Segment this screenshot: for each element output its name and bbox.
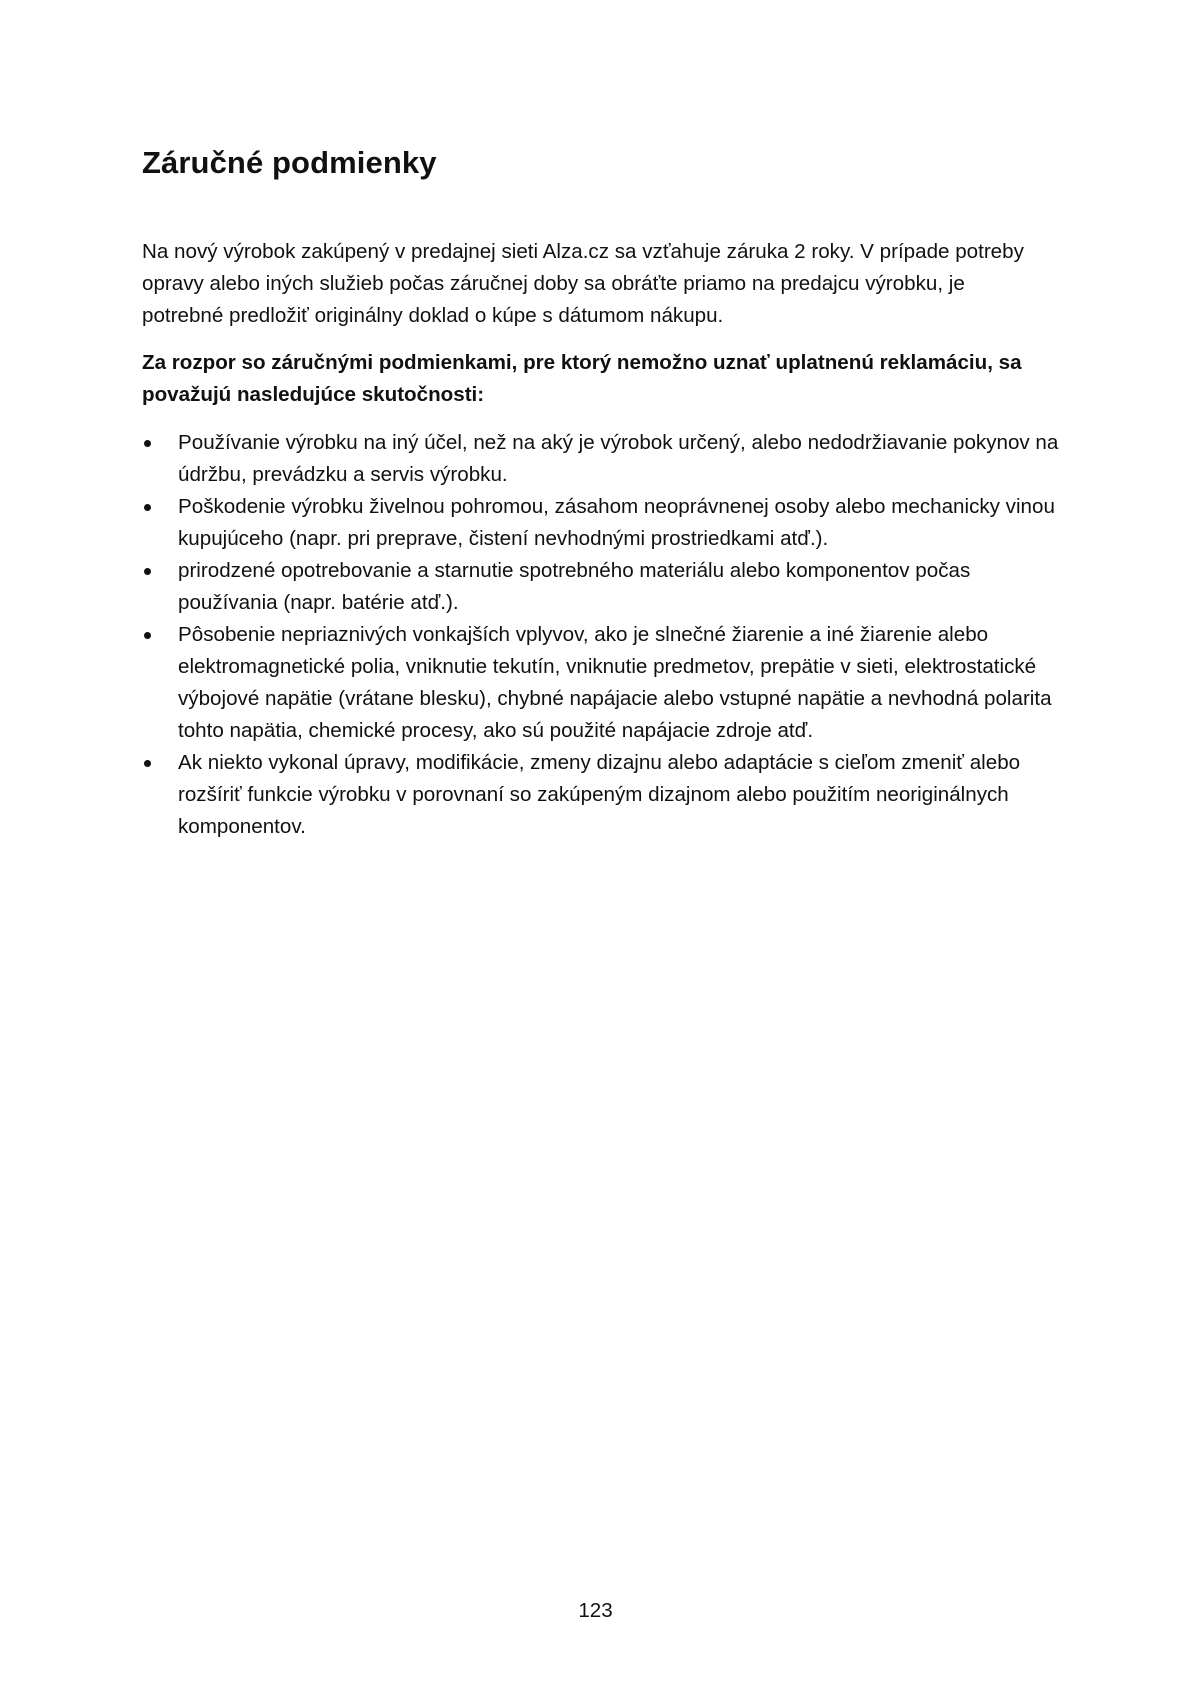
list-item <box>142 747 1062 843</box>
list-item <box>142 491 1062 555</box>
list-item-text: Používanie výrobku na iný účel, než na aký je výrobok určený, alebo nedodržiavanie pokynov na údržbu, prevádzku a servis výrobku. <box>178 431 1059 486</box>
exclusions-list <box>142 427 1062 843</box>
bullet-icon <box>144 568 151 575</box>
warranty-exclusions-heading: Za rozpor so záručnými podmienkami, pre ktorý nemožno uznať uplatnenú reklamáciu, sa považujú nasledujúce skutočnosti: <box>142 351 1022 406</box>
bullet-icon <box>144 440 151 447</box>
bullet-icon <box>144 632 151 639</box>
bullet-icon <box>144 760 151 767</box>
list-item-text: Ak niekto vykonal úpravy, modifikácie, zmeny dizajnu alebo adaptácie s cieľom zmeniť alebo rozšíriť funkcie výrobku v porovnaní so zakúpeným dizajnom alebo použitím neoriginálnych komponentov. <box>178 751 1021 838</box>
page-title: Záručné podmienky <box>142 145 437 180</box>
list-item-text: Pôsobenie nepriaznivých vonkajších vplyvov, ako je slnečné žiarenie a iné žiarenie alebo elektromagnetické polia, vniknutie tekutín, vniknutie predmetov, prepätie v sieti, elektrostatické výbojové napätie (vrátane blesku), chybné napájacie alebo vstupné napätie a nevhodná polarita tohto napätia, chemické procesy, ako sú použité napájacie zdroje atď. <box>178 623 1052 742</box>
intro-paragraph: Na nový výrobok zakúpený v predajnej sieti Alza.cz sa vzťahuje záruka 2 roky. V prípade potreby opravy alebo iných služieb počas záručnej doby sa obráťte priamo na predajcu výrobku, je potrebné predložiť originálny doklad o kúpe s dátumom nákupu. <box>142 240 1024 327</box>
list-item-text: Poškodenie výrobku živelnou pohromou, zásahom neoprávnenej osoby alebo mechanicky vinou kupujúceho (napr. pri preprave, čistení nevhodnými prostriedkami atď.). <box>178 495 1055 550</box>
list-item <box>142 427 1062 491</box>
list-item <box>142 555 1062 619</box>
bullet-icon <box>144 504 151 511</box>
list-item-text: prirodzené opotrebovanie a starnutie spotrebného materiálu alebo komponentov počas používania (napr. batérie atď.). <box>178 559 971 614</box>
page-number: 123 <box>578 1599 613 1622</box>
list-item <box>142 619 1062 747</box>
